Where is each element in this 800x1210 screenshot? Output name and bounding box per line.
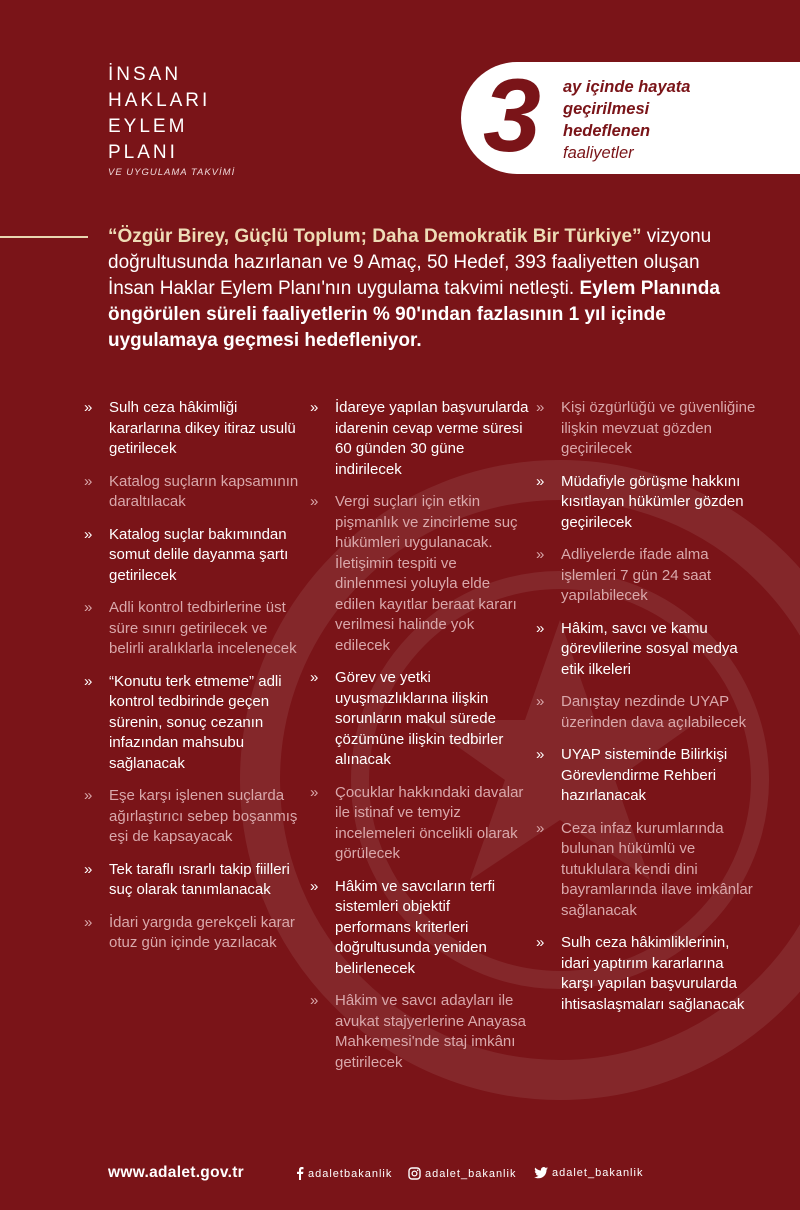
- twitter-icon: [534, 1167, 548, 1179]
- intro-body: vizyonu doğrultusunda hazırlanan ve 9 Amaç, 50 Hedef, 393 faaliyetten oluşan İnsan Haklar Eylem Planı'nın uygulama takvimi netleşti.: [108, 226, 712, 299]
- list-item: » Hâkim, savcı ve kamu görevlilerine sosyal medya etik ilkeleri: [536, 619, 738, 678]
- three-month-badge: [461, 58, 800, 174]
- list-item: » Katalog suçlar bakımından somut delile dayanma şartı getirilecek: [84, 525, 289, 584]
- title-line-4: PLANI: [108, 142, 178, 163]
- list-item: » İdari yargıda gerekçeli karar otuz gün içinde yazılacak: [84, 913, 295, 951]
- list-item: » Sulh ceza hâkimliği kararlarına dikey itiraz usulü getirilecek: [84, 399, 296, 457]
- list-item: » Adli kontrol tedbirlerine üst süre sınırı getirilecek ve belirli aralıklarla incelenecek: [84, 599, 297, 657]
- chevron-right-icon: »: [310, 783, 316, 801]
- list-item: » Eşe karşı işlenen suçlarda ağırlaştırıcı sebep boşanmış eşi de kapsayacak: [84, 787, 298, 845]
- badge-line-1: ay içinde hayata: [563, 78, 691, 96]
- facebook-link[interactable]: adaletbakanlik: [296, 1167, 392, 1180]
- chevron-right-icon: »: [310, 669, 316, 686]
- badge-text: [563, 76, 690, 164]
- activity-column-1: [84, 398, 304, 966]
- list-item: » Ceza infaz kurumlarında bulunan hükümlü ve tutuklulara kendi dini bayramlarında ilave imkânlar sağlanacak: [536, 819, 753, 919]
- badge-line-2: geçirilmesi: [563, 100, 650, 118]
- chevron-right-icon: »: [84, 787, 90, 804]
- chevron-right-icon: »: [536, 399, 542, 416]
- footer: [108, 1164, 758, 1188]
- chevron-right-icon: »: [84, 525, 90, 543]
- title-line-1: İNSAN: [108, 64, 182, 85]
- chevron-right-icon: »: [536, 934, 542, 951]
- title-line-2: HAKLARI: [108, 90, 211, 111]
- intro-highlight: Eylem Planında öngörülen süreli faaliyetlerin % 90'ından fazlasının 1 yıl içinde uygulamaya geçmesi hedefleniyor.: [108, 278, 720, 351]
- chevron-right-icon: »: [84, 913, 90, 931]
- facebook-icon: [296, 1167, 304, 1180]
- chevron-right-icon: »: [536, 746, 542, 763]
- list-item: » Danıştay nezdinde UYAP üzerinden dava açılabilecek: [536, 693, 747, 731]
- list-item: » Katalog suçların kapsamının daraltılacak: [84, 472, 299, 510]
- intro-paragraph: [108, 224, 748, 354]
- list-item: » Kişi özgürlüğü ve güvenliğine ilişkin mevzuat gözden geçirilecek: [536, 399, 756, 457]
- list-item: » Tek taraflı ısrarlı takip fiilleri suç olarak tanımlanacak: [84, 860, 290, 898]
- list-item: » Görev ve yetki uyuşmazlıklarına ilişkin sorunların makul sürede çözümüne ilişkin tedbirler alınacak: [310, 669, 504, 768]
- chevron-right-icon: »: [84, 399, 90, 416]
- badge-line-4: faaliyetler: [563, 144, 634, 162]
- instagram-icon: [408, 1167, 421, 1180]
- badge-line-3: hedeflenen: [563, 122, 651, 140]
- chevron-right-icon: »: [536, 619, 542, 637]
- list-item: » Çocuklar hakkındaki davalar ile istinaf ve temyiz incelemeleri öncelikli olarak görülecek: [310, 783, 524, 862]
- list-item: » Hâkim ve savcı adayları ile avukat stajyerlerine Anayasa Mahkemesi'nde staj imkânı getirilecek: [310, 992, 526, 1071]
- list-item: » Sulh ceza hâkimliklerinin, idari yaptırım kararlarına karşı yapılan başvurularda ihtisaslaşmaları sağlanacak: [536, 934, 745, 1013]
- chevron-right-icon: »: [310, 992, 316, 1009]
- list-item: » Hâkim ve savcıların terfi sistemleri objektif performans kriterleri doğrultusunda yeniden belirlenecek: [310, 877, 496, 977]
- chevron-right-icon: »: [84, 860, 90, 878]
- chevron-right-icon: »: [310, 493, 316, 510]
- chevron-right-icon: »: [536, 819, 542, 837]
- chevron-right-icon: »: [310, 399, 316, 416]
- activity-column-2: [310, 398, 530, 1085]
- list-item: » UYAP sisteminde Bilirkişi Görevlendirme Rehberi hazırlanacak: [536, 746, 728, 804]
- badge-number: 3: [483, 58, 541, 174]
- activity-column-3: [536, 398, 756, 1027]
- chevron-right-icon: »: [84, 472, 90, 490]
- list-item: » Müdafiyle görüşme hakkını kısıtlayan hükümler gözden geçirilecek: [536, 472, 744, 531]
- list-item: » “Konutu terk etmeme” adli kontrol tedbirinde geçen sürenin, sonuç cezanın infazından mahsubu sağlanacak: [84, 672, 282, 772]
- list-item: » İdareye yapılan başvurularda idarenin cevap verme süresi 60 günden 30 güne indirilecek: [310, 399, 529, 478]
- chevron-right-icon: »: [84, 672, 90, 690]
- list-item: » Adliyelerde ifade alma işlemleri 7 gün 24 saat yapılabilecek: [536, 546, 712, 604]
- list-item: » Vergi suçları için etkin pişmanlık ve zincirleme suç hükümleri uygulanacak. İletişimin tespiti ve dinlenmesi yoluyla elde edilen kayıtlar beraat kararı verilmesi halinde yok edilecek: [310, 493, 518, 654]
- vision-quote: “Özgür Birey, Güçlü Toplum; Daha Demokratik Bir Türkiye”: [108, 226, 642, 247]
- chevron-right-icon: »: [310, 877, 316, 895]
- instagram-link[interactable]: adalet_bakanlik: [408, 1167, 516, 1180]
- chevron-right-icon: »: [536, 472, 542, 490]
- chevron-right-icon: »: [536, 546, 542, 563]
- website-link[interactable]: www.adalet.gov.tr: [108, 1164, 245, 1181]
- intro-divider: [0, 236, 88, 238]
- title-subtitle: VE UYGULAMA TAKVİMİ: [108, 167, 236, 178]
- twitter-link[interactable]: adalet_bakanlik: [534, 1167, 643, 1179]
- chevron-right-icon: »: [84, 599, 90, 616]
- chevron-right-icon: »: [536, 693, 542, 710]
- plan-title: [108, 62, 235, 178]
- title-line-3: EYLEM: [108, 116, 188, 137]
